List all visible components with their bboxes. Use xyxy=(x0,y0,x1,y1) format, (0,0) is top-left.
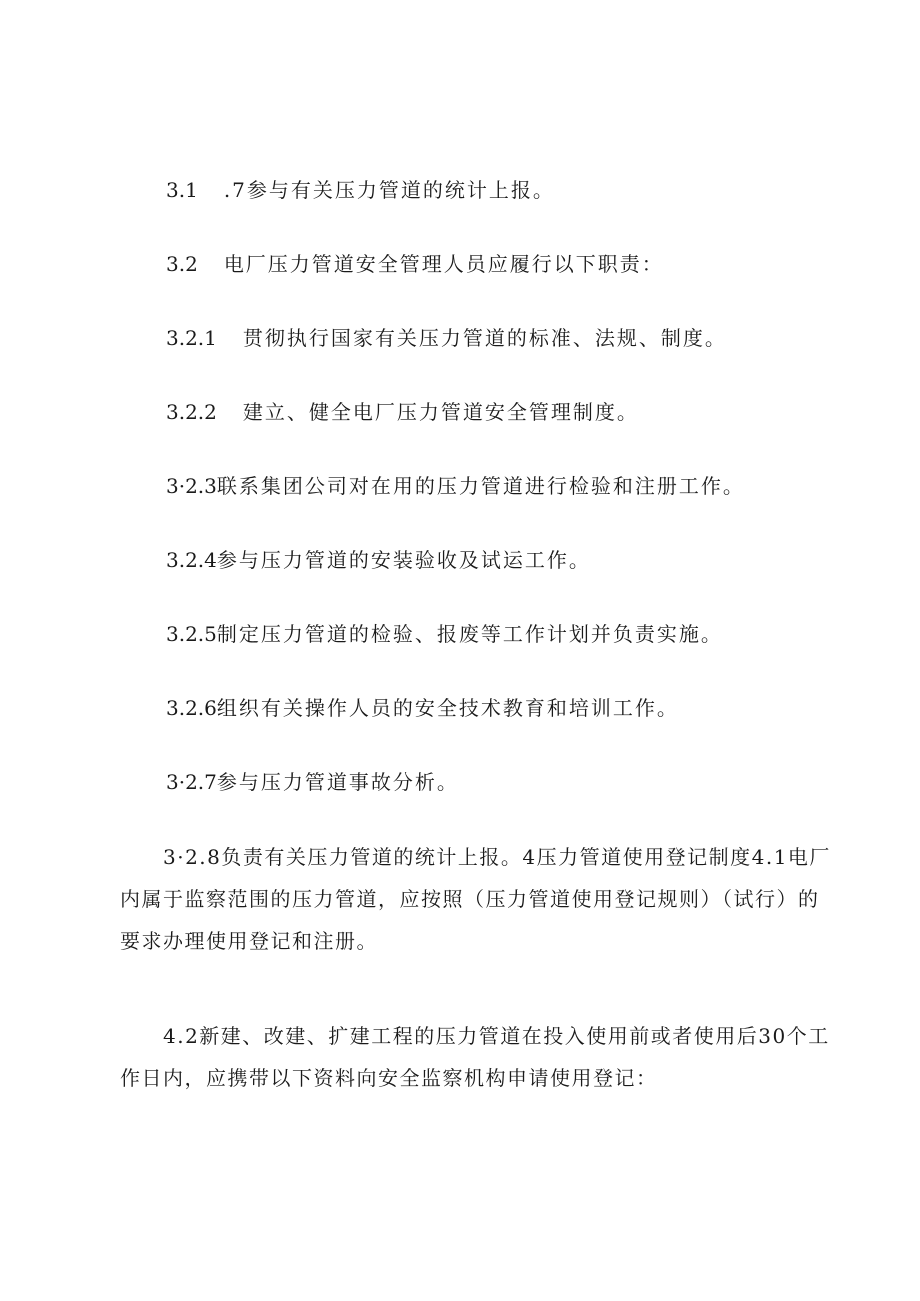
paragraph-3-1-7 xyxy=(166,172,886,208)
section-number: 3.2.1 xyxy=(166,326,217,350)
section-number: 3·2.3 xyxy=(166,474,217,498)
paragraph-text: 组织有关操作人员的安全技术教育和培训工作。 xyxy=(216,696,679,720)
paragraph-3-2-8: 3·2.8负责有关压力管道的统计上报。4压力管道使用登记制度4.1电厂内属于监察范围的压力管道，应按照（压力管道使用登记规则）（试行）的要求办理使用登记和注册。 xyxy=(120,845,831,953)
section-number: 3·2.7 xyxy=(166,770,217,794)
paragraph-3-2-7 xyxy=(166,764,886,800)
paragraph-text: .7参与有关压力管道的统计上报。 xyxy=(223,178,555,202)
paragraph-text: 制定压力管道的检验、报废等工作计划并负责实施。 xyxy=(216,622,723,646)
section-number: 3.1 xyxy=(166,178,198,202)
paragraph-3-2-2 xyxy=(166,394,886,430)
paragraph-text: 贯彻执行国家有关压力管道的标准、法规、制度。 xyxy=(242,326,727,350)
paragraph-3-2-1 xyxy=(166,320,886,356)
paragraph-4-2: 4.2新建、改建、扩建工程的压力管道在投入使用前或者使用后30个工作日内，应携带以下资料向安全监察机构申请使用登记： xyxy=(120,1024,830,1090)
paragraph-text: 电厂压力管道安全管理人员应履行以下职责： xyxy=(223,252,664,276)
section-number: 3.2.4 xyxy=(166,548,217,572)
paragraph-3-2-3 xyxy=(166,468,886,504)
section-number: 3.2 xyxy=(166,252,198,276)
section-number: 3.2.5 xyxy=(166,622,217,646)
paragraph-text: 联系集团公司对在用的压力管道进行检验和注册工作。 xyxy=(216,474,745,498)
paragraph-3-2-6 xyxy=(166,690,886,726)
paragraph-text: 参与压力管道事故分析。 xyxy=(216,770,459,794)
paragraph-text: 参与压力管道的安装验收及试运工作。 xyxy=(216,548,591,572)
paragraph-3-2-5 xyxy=(166,616,886,652)
section-number: 3.2.6 xyxy=(166,696,217,720)
paragraph-3-2-4 xyxy=(166,542,886,578)
section-number: 3.2.2 xyxy=(166,400,217,424)
paragraph-text: 建立、健全电厂压力管道安全管理制度。 xyxy=(242,400,639,424)
paragraph-3-2 xyxy=(166,246,886,282)
